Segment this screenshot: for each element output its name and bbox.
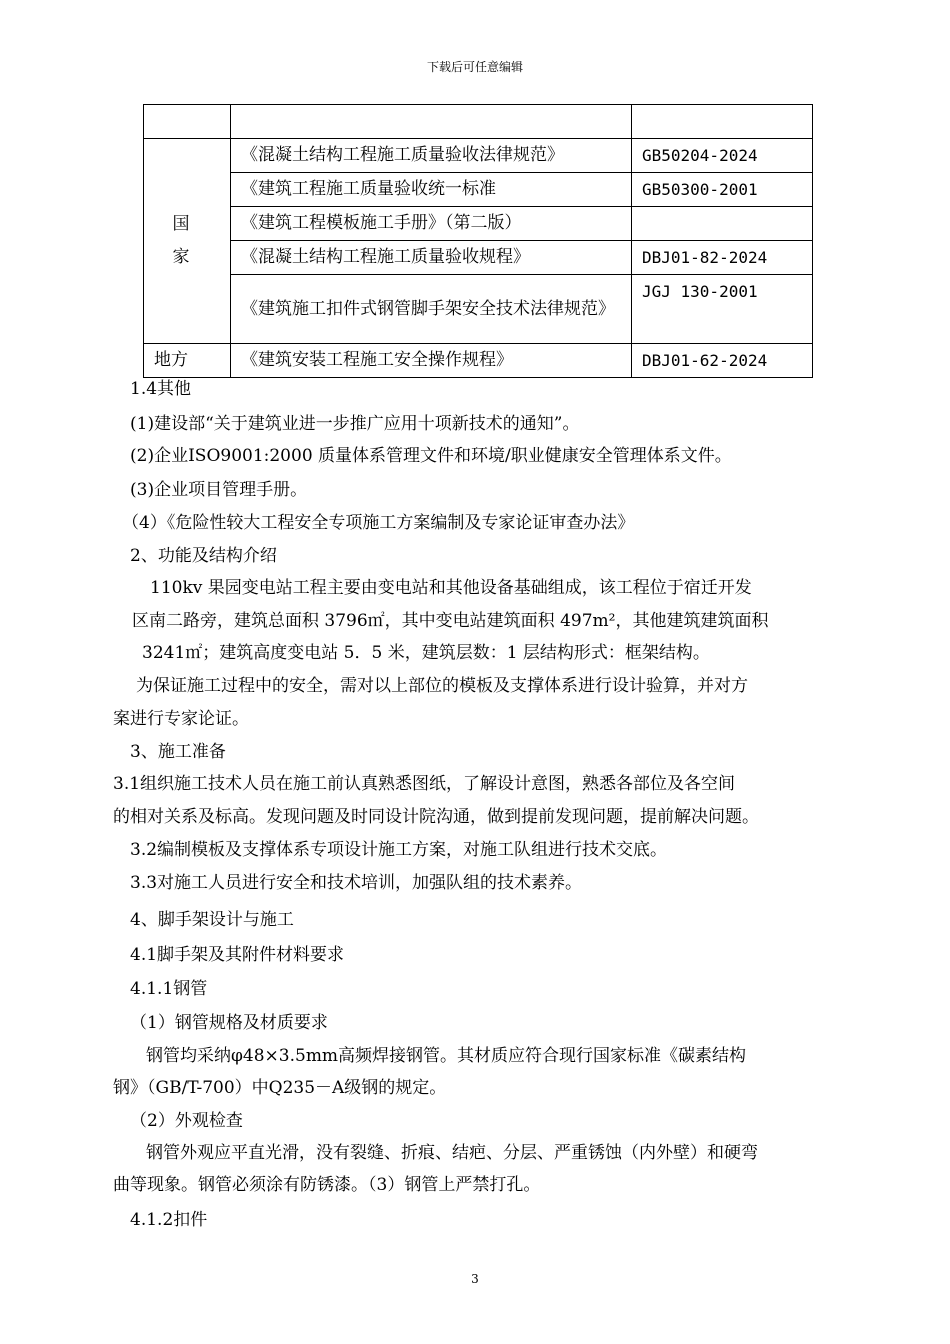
paragraph-line: (2)企业ISO9001:2000 质量体系管理文件和环境/职业健康安全管理体系文件。 — [130, 446, 732, 466]
standard-code: GB50300-2001 — [632, 173, 813, 207]
section-heading: 1.4其他 — [130, 379, 192, 399]
subsection-heading: 4.1.2扣件 — [130, 1210, 208, 1230]
standard-name: 《建筑工程施工质量验收统一标准 — [231, 173, 632, 207]
paragraph-line: 钢管均采纳φ48×3.5mm高频焊接钢管。其材质应符合现行国家标准《碳素结构 — [146, 1046, 747, 1066]
category-cell-national: 国 家 — [144, 139, 231, 344]
paragraph-line: 区南二路旁，建筑总面积 3796㎡，其中变电站建筑面积 497m²，其他建筑建筑面积 — [132, 611, 769, 631]
subsection-heading: 4.1脚手架及其附件材料要求 — [130, 945, 345, 965]
standard-name: 《建筑施工扣件式钢管脚手架安全技术法律规范》 — [231, 275, 632, 344]
section-heading: 3、施工准备 — [130, 742, 226, 762]
table-cell — [231, 105, 632, 139]
table-row — [144, 173, 813, 207]
paragraph-line: （4）《危险性较大工程安全专项施工方案编制及专家论证审查办法》 — [122, 513, 635, 533]
page-header: 下载后可任意编辑 — [426, 60, 523, 74]
page-number: 3 — [471, 1272, 479, 1286]
paragraph-line: 110kv 果园变电站工程主要由变电站和其他设备基础组成，该工程位于宿迁开发 — [150, 578, 752, 598]
table-cell — [144, 105, 231, 139]
standards-table — [143, 104, 813, 378]
table-row — [144, 241, 813, 275]
paragraph-line: (1)建设部“关于建筑业进一步推广应用十项新技术的通知”。 — [130, 414, 580, 434]
standard-code: DBJ01-82-2024 — [632, 241, 813, 275]
subsection-heading: 4.1.1钢管 — [130, 979, 208, 999]
paragraph-line: 钢》（GB/T-700）中Q235－A级钢的规定。 — [113, 1078, 447, 1098]
table-row — [144, 139, 813, 173]
table-row — [144, 344, 813, 378]
table-cell — [632, 105, 813, 139]
paragraph-line: 曲等现象。钢管必须涂有防锈漆。（3）钢管上严禁打孔。 — [113, 1175, 541, 1195]
standard-name: 《混凝土结构工程施工质量验收法律规范》 — [231, 139, 632, 173]
paragraph-line: 案进行专家论证。 — [113, 709, 249, 729]
standard-code — [632, 207, 813, 241]
paragraph-line: 钢管外观应平直光滑，没有裂缝、折痕、结疤、分层、严重锈蚀（内外壁）和硬弯 — [146, 1143, 758, 1163]
subsection-heading: （1）钢管规格及材质要求 — [130, 1013, 328, 1033]
paragraph-line: 为保证施工过程中的安全，需对以上部位的模板及支撑体系进行设计验算，并对方 — [136, 676, 748, 696]
standard-name: 《混凝土结构工程施工质量验收规程》 — [231, 241, 632, 275]
table-row — [144, 105, 813, 139]
subsection-heading: （2）外观检查 — [130, 1111, 243, 1131]
table-row — [144, 275, 813, 344]
section-heading: 4、脚手架设计与施工 — [130, 910, 294, 930]
standard-code: GB50204-2024 — [632, 139, 813, 173]
table-row — [144, 207, 813, 241]
paragraph-line: 3.1组织施工技术人员在施工前认真熟悉图纸，了解设计意图，熟悉各部位及各空间 — [113, 774, 736, 794]
paragraph-line: 的相对关系及标高。发现问题及时同设计院沟通，做到提前发现问题，提前解决问题。 — [113, 807, 759, 827]
paragraph-line: (3)企业项目管理手册。 — [130, 480, 308, 500]
paragraph-line: 3.3对施工人员进行安全和技术培训，加强队组的技术素养。 — [130, 873, 583, 893]
category-cell-local: 地方 — [144, 344, 231, 378]
standard-name: 《建筑安装工程施工安全操作规程》 — [231, 344, 632, 378]
section-heading: 2、功能及结构介绍 — [130, 546, 277, 566]
standard-name: 《建筑工程模板施工手册》（第二版） — [231, 207, 632, 241]
standard-code: DBJ01-62-2024 — [632, 344, 813, 378]
paragraph-line: 3241㎡；建筑高度变电站 5．5 米，建筑层数：1 层结构形式：框架结构。 — [142, 643, 710, 663]
paragraph-line: 3.2编制模板及支撑体系专项设计施工方案，对施工队组进行技术交底。 — [130, 840, 668, 860]
standard-code: JGJ 130-2001 — [632, 275, 813, 344]
